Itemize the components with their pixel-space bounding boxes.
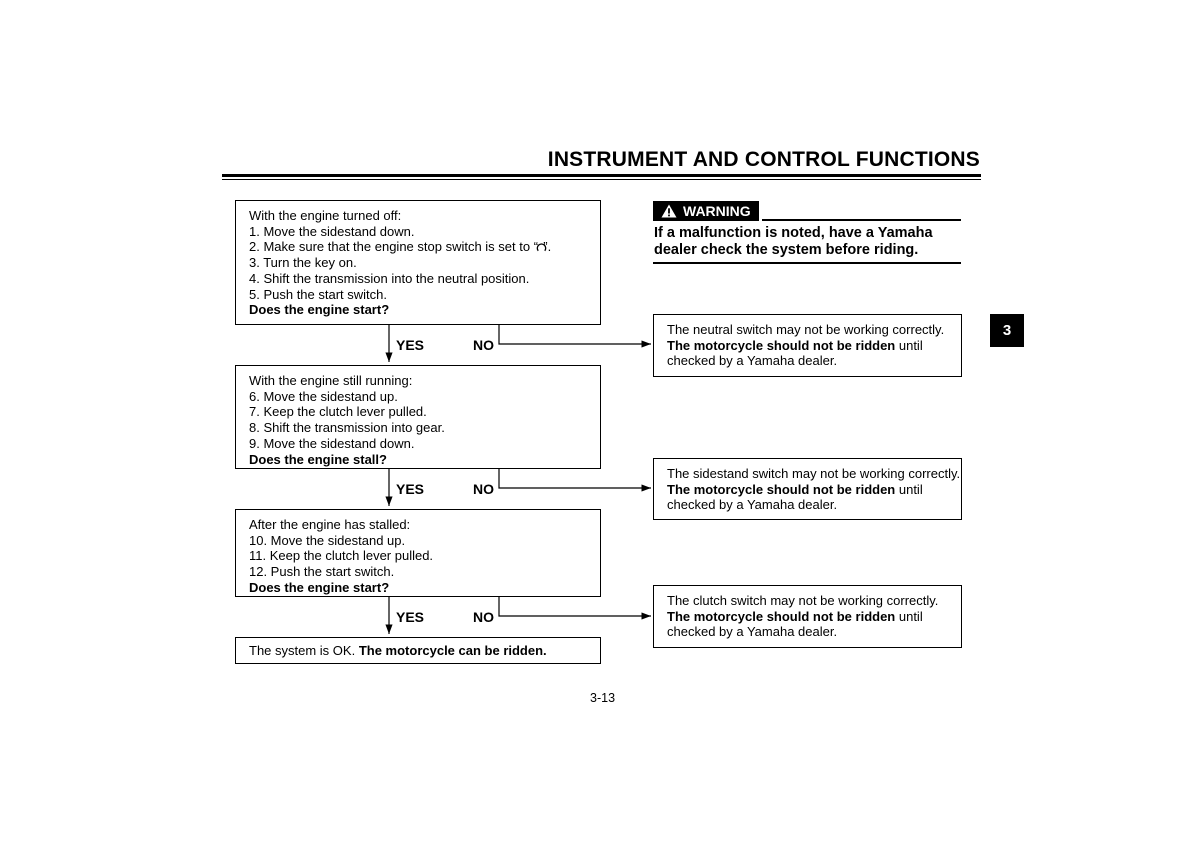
- warning-label: WARNING: [683, 203, 751, 219]
- step-line: 3. Turn the key on.: [249, 255, 357, 271]
- no-label: NO: [473, 337, 494, 353]
- result-box-clutch: [653, 585, 962, 648]
- result-line: [667, 338, 948, 354]
- warning-triangle-icon: [661, 204, 677, 218]
- result-bold: The motorcycle should not be ridden: [667, 481, 896, 497]
- flow-step-2: [235, 365, 601, 469]
- step-line: 4. Shift the transmission into the neutral position.: [249, 270, 530, 286]
- result-line: The sidestand switch may not be working correctly.: [667, 466, 961, 481]
- result-box-sidestand: [653, 458, 962, 520]
- final-status: The system is OK.: [249, 643, 356, 658]
- warning-text: [654, 225, 964, 259]
- result-after: until: [895, 337, 923, 353]
- step-line: 1. Move the sidestand down.: [249, 223, 415, 239]
- section-tab: 3: [990, 314, 1024, 347]
- no-connector-3: [499, 597, 651, 616]
- step-line: 10. Move the sidestand up.: [249, 532, 406, 548]
- page-number: 3-13: [590, 691, 616, 705]
- warning-badge: [653, 201, 759, 221]
- result-box-neutral: [653, 314, 962, 377]
- step-line: 9. Move the sidestand down.: [249, 435, 415, 451]
- page-title: INSTRUMENT AND CONTROL FUNCTIONS: [547, 148, 980, 171]
- warning-line: If a malfunction is noted, have a Yamaha: [654, 225, 933, 241]
- step-line: [249, 239, 587, 255]
- result-line: checked by a Yamaha dealer.: [667, 497, 838, 513]
- step-line: 11. Keep the clutch lever pulled.: [249, 548, 434, 564]
- warning-line: dealer check the system before riding.: [654, 242, 919, 258]
- result-line: The neutral switch may not be working correctly.: [667, 322, 945, 337]
- result-after: until: [895, 608, 923, 624]
- result-line: [667, 482, 948, 498]
- step-question: Does the engine start?: [249, 579, 390, 595]
- no-label: NO: [473, 609, 494, 625]
- result-line: [667, 609, 948, 625]
- final-ridden: The motorcycle can be ridden.: [358, 643, 547, 658]
- result-line: checked by a Yamaha dealer.: [667, 353, 838, 369]
- no-connector-1: [499, 325, 651, 344]
- result-bold: The motorcycle should not be ridden: [667, 608, 896, 624]
- step-line: With the engine turned off:: [249, 208, 402, 223]
- step-line: With the engine still running:: [249, 373, 413, 388]
- step-line: 12. Push the start switch.: [249, 564, 395, 580]
- flow-step-1: [235, 200, 601, 325]
- no-label: NO: [473, 481, 494, 497]
- step-line: 5. Push the start switch.: [249, 286, 388, 302]
- step-line: 6. Move the sidestand up.: [249, 388, 398, 404]
- yes-label: YES: [396, 337, 425, 353]
- result-line: checked by a Yamaha dealer.: [667, 624, 838, 640]
- result-line: The clutch switch may not be working correctly.: [667, 593, 939, 608]
- result-bold: The motorcycle should not be ridden: [667, 337, 896, 353]
- result-after: until: [895, 481, 923, 497]
- final-text: [249, 643, 587, 659]
- yes-label: YES: [396, 609, 425, 625]
- yes-label: YES: [396, 481, 425, 497]
- step-line-text: 2. Make sure that the engine stop switch is set to “ ”.: [249, 239, 552, 255]
- step-line: 7. Keep the clutch lever pulled.: [249, 404, 427, 420]
- engine-stop-run-icon: [536, 241, 547, 252]
- step-question: Does the engine stall?: [249, 451, 387, 467]
- no-connector-2: [499, 469, 651, 488]
- warning-bottom-rule: [653, 262, 961, 264]
- flow-step-3: [235, 509, 601, 597]
- flow-final: [235, 637, 601, 664]
- step-line: After the engine has stalled:: [249, 517, 411, 532]
- step-line: 8. Shift the transmission into gear.: [249, 420, 445, 436]
- warning-rule: [762, 219, 961, 221]
- step-question: Does the engine start?: [249, 302, 390, 318]
